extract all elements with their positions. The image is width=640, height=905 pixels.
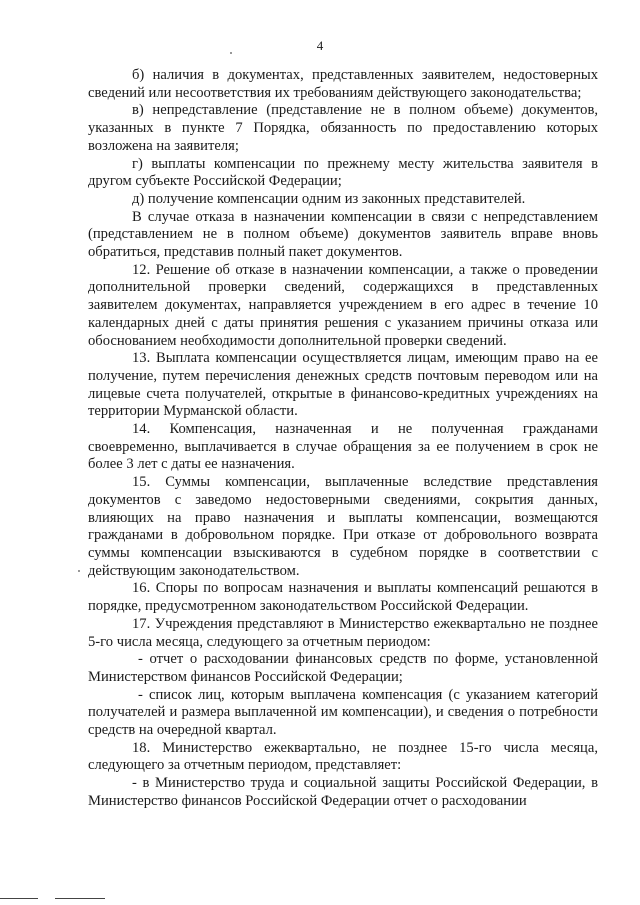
paragraph-15: 15. Суммы компенсации, выплаченные вследствие представления документов с заведомо недостоверными сведениями, сокрытия данных, влияющих на право назначения и выплаты компенсации, возмещаются гражданами в добровольном порядке. При отказе от добровольного возврата суммы компенсации взыскиваются в судебном порядке в соответствии с действующим законодательством.	[88, 474, 598, 579]
paragraph-17: 17. Учреждения представляют в Министерство ежеквартально не позднее 5-го числа месяца, следующего за отчетным периодом:	[88, 615, 598, 650]
paragraph-v: в) непредставление (представление не в полном объеме) документов, указанных в пункте 7 Порядка, обязанность по предоставлению которых возложена на заявителя;	[88, 102, 598, 154]
scan-speck	[78, 570, 80, 572]
paragraph-16: 16. Споры по вопросам назначения и выплаты компенсаций решаются в порядке, предусмотренном законодательством Российской Федерации.	[88, 580, 598, 615]
page-number: 4	[316, 38, 324, 53]
paragraph-14: 14. Компенсация, назначенная и не полученная гражданами своевременно, выплачивается в случае обращения за ее получением в срок не более 3 лет с даты ее назначения.	[88, 421, 598, 473]
scan-edge-line	[0, 898, 38, 899]
paragraph-b: б) наличия в документах, представленных заявителем, недостоверных сведений или несоответствия их требованиям действующего законодательства;	[88, 67, 598, 101]
paragraph-g: г) выплаты компенсации по прежнему месту жительства заявителя в другом субъекте Российской Федерации;	[88, 155, 598, 190]
document-body	[88, 67, 598, 811]
paragraph-refusal: В случае отказа в назначении компенсации в связи с непредставлением (представлением не в полном объеме) документов заявитель вправе вновь обратиться, представив полный пакет документов.	[88, 208, 598, 261]
paragraph-17-item-list: - список лиц, которым выплачена компенсация (с указанием категорий получателей и размера выплаченной им компенсации), и сведения о потребности средств на очередной квартал.	[88, 686, 598, 739]
scan-speck	[230, 52, 232, 54]
paragraph-18-item-ministry: - в Министерство труда и социальной защиты Российской Федерации, в Министерство финансов Российской Федерации отчет о расходовании	[88, 775, 598, 809]
paragraph-12: 12. Решение об отказе в назначении компенсации, а также о проведении дополнительной проверки сведений, содержащихся в представленных заявителем документах, направляется учреждением в его адрес в течение 10 календарных дней с даты принятия решения с указанием причины отказа или обоснованием необходимости дополнительной проверки сведений.	[88, 261, 598, 349]
paragraph-17-item-report: - отчет о расходовании финансовых средств по форме, установленной Министерством финансов Российской Федерации;	[88, 651, 598, 685]
scan-edge-line	[55, 898, 105, 899]
paragraph-d: д) получение компенсации одним из законных представителей.	[132, 190, 526, 207]
paragraph-13: 13. Выплата компенсации осуществляется лицам, имеющим право на ее получение, путем перечисления денежных средств почтовым переводом или на лицевые счета получателей, открытые в финансово-кредитных учреждениях на территории Мурманской области.	[88, 350, 598, 420]
paragraph-18: 18. Министерство ежеквартально, не позднее 15-го числа месяца, следующего за отчетным периодом, представляет:	[88, 739, 598, 774]
